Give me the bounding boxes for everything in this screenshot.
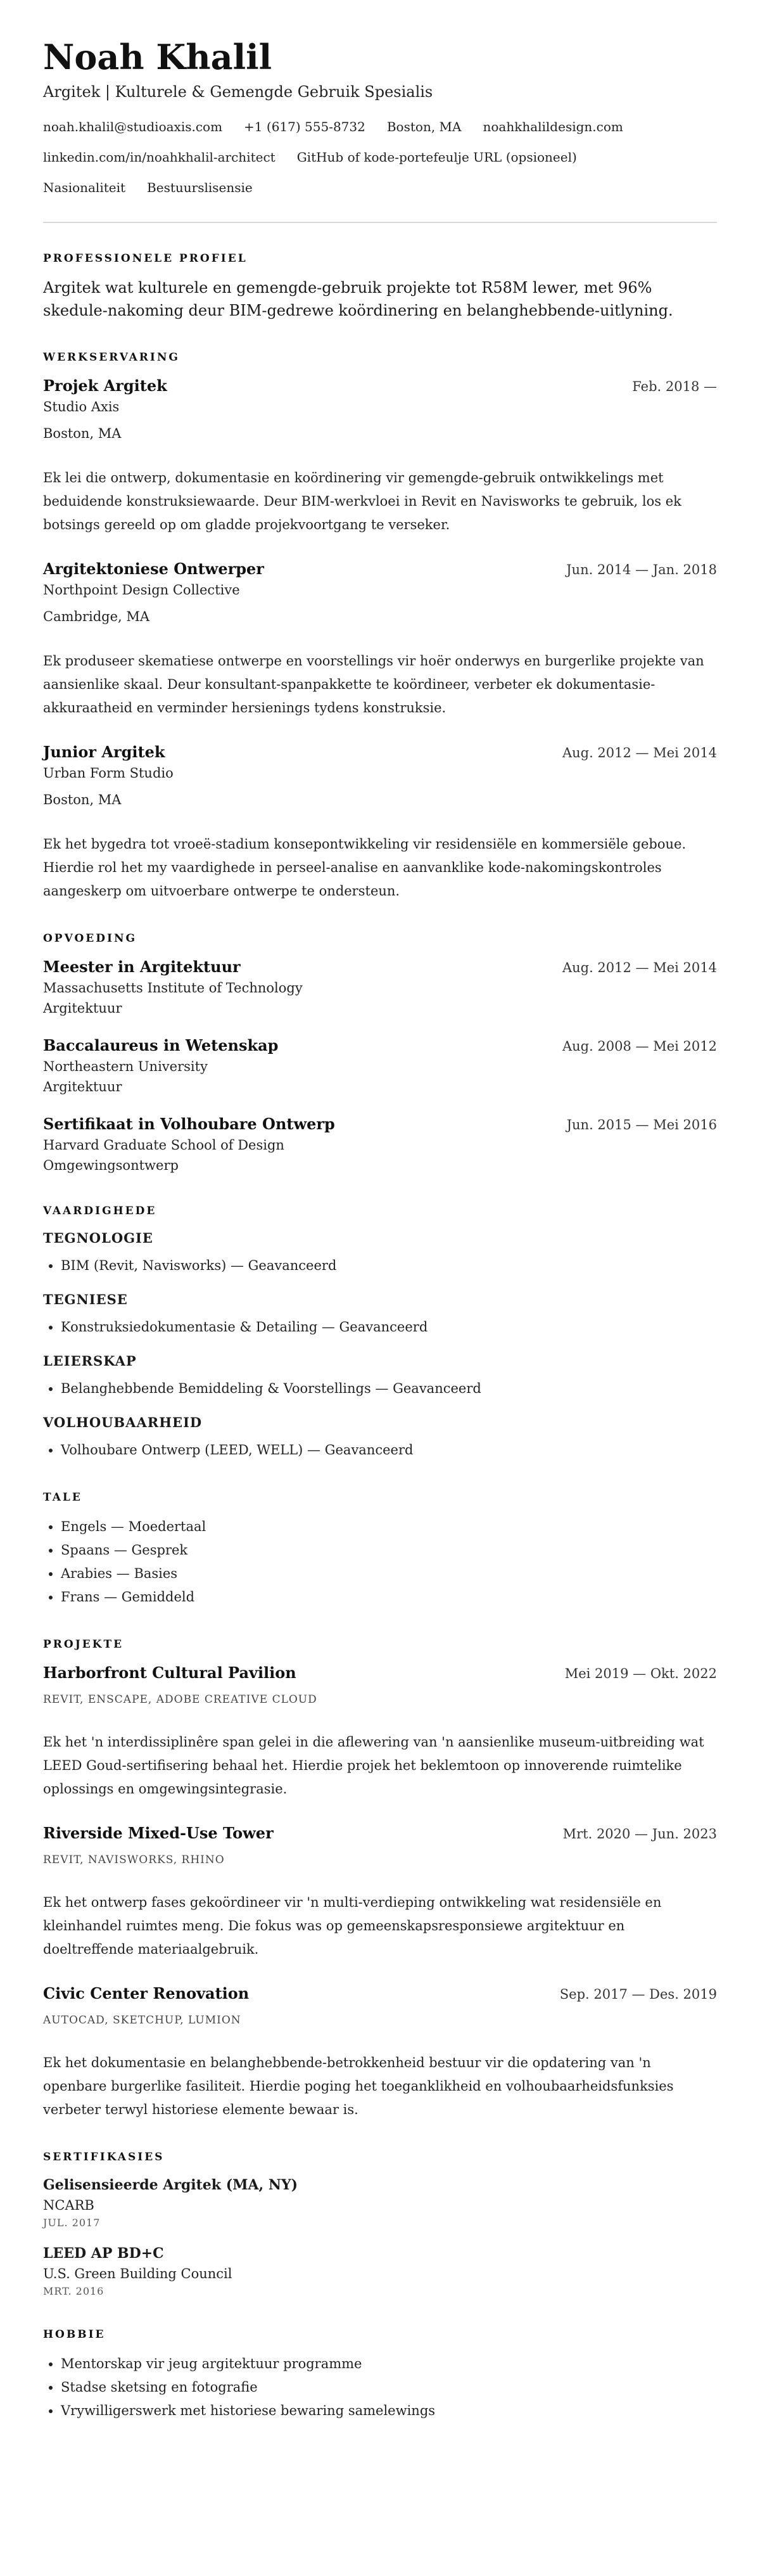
skill-list bbox=[43, 1439, 717, 1462]
field-of-study: Argitektuur bbox=[43, 1001, 122, 1016]
project-entry bbox=[43, 1823, 717, 1961]
project-tech: AUTOCAD, SKETCHUP, LUMION bbox=[43, 2014, 241, 2027]
candidate-title: Argitek | Kulturele & Gemengde Gebruik Spesialis bbox=[43, 83, 433, 101]
school-name: Northeastern University bbox=[43, 1059, 208, 1074]
project-entry bbox=[43, 1983, 717, 2122]
education-entry bbox=[43, 956, 717, 1018]
job-company: Urban Form Studio bbox=[43, 766, 174, 781]
certification-name: Gelisensieerde Argitek (MA, NY) bbox=[43, 2177, 298, 2193]
certifications-section bbox=[43, 2151, 717, 2299]
skill-list bbox=[43, 1316, 717, 1339]
job-title: Projek Argitek bbox=[43, 376, 167, 395]
project-date: Mei 2019 — Okt. 2022 bbox=[564, 1666, 717, 1681]
project-title: Harborfront Cultural Pavilion bbox=[43, 1663, 296, 1682]
job-company: Northpoint Design Collective bbox=[43, 582, 240, 598]
job-description: Ek lei die ontwerp, dokumentasie en koördinering vir gemengde-gebruik ontwikkelings met beduidende konstruksiewaarde. Deur BIM-werkvloei in Revit en Navisworks te gebruik, los ek botsings gereeld op om gladde projekvoortgang te verseker. bbox=[43, 470, 681, 532]
languages-heading: TALE bbox=[43, 1491, 82, 1504]
certification-entry bbox=[43, 2175, 717, 2231]
hobby-item: • Stadse sketsing en fotografie bbox=[61, 2376, 717, 2399]
language-list bbox=[43, 1515, 717, 1609]
hobby-item: • Mentorskap vir jeug argitektuur programme bbox=[61, 2352, 717, 2376]
contact-row-primary bbox=[43, 118, 717, 136]
skill-category: TEGNIESE bbox=[43, 1291, 128, 1307]
project-tech: REVIT, ENSCAPE, ADOBE CREATIVE CLOUD bbox=[43, 1693, 317, 1706]
skill-list bbox=[43, 1377, 717, 1400]
profile-section bbox=[43, 252, 717, 322]
job-location: Cambridge, MA bbox=[43, 609, 150, 624]
skills-section bbox=[43, 1205, 717, 1462]
skill-item: • Belanghebbende Bemiddeling & Voorstellings — Geavanceerd bbox=[61, 1377, 717, 1400]
website-link[interactable]: noahkhalildesign.com bbox=[483, 119, 623, 134]
education-entry bbox=[43, 1113, 717, 1176]
profile-summary: Argitek wat kulturele en gemengde-gebruik projekte tot R58M lewer, met 96% skedule-nakoming deur BIM-gedrewe koördinering en belanghebbende-uitlyning. bbox=[43, 279, 673, 319]
project-title: Civic Center Renovation bbox=[43, 1984, 250, 2002]
phone-number: +1 (617) 555-8732 bbox=[244, 119, 365, 134]
degree-date: Aug. 2012 — Mei 2014 bbox=[562, 960, 717, 975]
job-title: Junior Argitek bbox=[43, 743, 165, 761]
skill-item: • BIM (Revit, Navisworks) — Geavanceerd bbox=[61, 1254, 717, 1278]
job-date: Feb. 2018 — bbox=[632, 379, 717, 394]
language-item: • Engels — Moedertaal bbox=[61, 1515, 717, 1539]
job-company: Studio Axis bbox=[43, 399, 120, 414]
project-description: Ek het 'n interdissiplinêre span gelei in die aflewering van 'n aansienlike museum-uitbreiding wat LEED Goud-sertifisering behaal het. Hierdie projek het beklemtoon op innoverende ruimtelike oplossings en omgewingsintegrasie. bbox=[43, 1734, 704, 1797]
project-title: Riverside Mixed-Use Tower bbox=[43, 1824, 274, 1842]
hobby-item: • Vrywilligerswerk met historiese bewaring samelewings bbox=[61, 2399, 717, 2423]
license-text: Bestuurslisensie bbox=[147, 180, 253, 195]
profile-heading: PROFESSIONELE PROFIEL bbox=[43, 252, 248, 265]
language-item: • Arabies — Basies bbox=[61, 1562, 717, 1586]
education-entry bbox=[43, 1035, 717, 1097]
job-date: Jun. 2014 — Jan. 2018 bbox=[566, 562, 717, 577]
certification-date: MRT. 2016 bbox=[43, 2285, 104, 2297]
hobbies-heading: HOBBIE bbox=[43, 2328, 106, 2341]
job-location: Boston, MA bbox=[43, 792, 122, 807]
job-description: Ek produseer skematiese ontwerpe en voorstellings vir hoër onderwys en burgerlike projekte van aansienlike skaal. Deur konsultant-spanpakkette te koördineer, verbeter ek dokumentasie-akkuraatheid en verminder hersienings tydens konstruksie. bbox=[43, 653, 704, 715]
field-of-study: Argitektuur bbox=[43, 1079, 122, 1094]
degree-date: Jun. 2015 — Mei 2016 bbox=[566, 1117, 717, 1132]
hobbies-section bbox=[43, 2328, 717, 2423]
job-description: Ek het bygedra tot vroeë-stadium konsepontwikkeling vir residensiële en kommersiële geboue. Hierdie rol het my vaardighede in perseel-analise en aanvanklike kode-nakomingskontroles aangeskerp om uitvoerbare ontwerpe te ondersteun. bbox=[43, 836, 687, 899]
skill-list bbox=[43, 1254, 717, 1278]
project-entry bbox=[43, 1662, 717, 1801]
certifications-heading: SERTIFIKASIES bbox=[43, 2151, 165, 2163]
language-item: • Frans — Gemiddeld bbox=[61, 1586, 717, 1609]
skill-category: VOLHOUBAARHEID bbox=[43, 1414, 203, 1430]
job-title: Argitektoniese Ontwerper bbox=[43, 560, 264, 578]
experience-entry bbox=[43, 558, 717, 720]
contact-row-tertiary bbox=[43, 179, 717, 196]
job-date: Aug. 2012 — Mei 2014 bbox=[562, 745, 717, 760]
certification-name: LEED AP BD+C bbox=[43, 2245, 164, 2262]
skills-heading: VAARDIGHEDE bbox=[43, 1205, 157, 1217]
candidate-name: Noah Khalil bbox=[43, 37, 272, 77]
language-item: • Spaans — Gesprek bbox=[61, 1539, 717, 1562]
nationality-text: Nasionaliteit bbox=[43, 180, 126, 195]
degree-date: Aug. 2008 — Mei 2012 bbox=[562, 1039, 717, 1054]
email-link[interactable]: noah.khalil@studioaxis.com bbox=[43, 119, 223, 134]
projects-section bbox=[43, 1638, 717, 2122]
project-tech: REVIT, NAVISWORKS, RHINO bbox=[43, 1854, 225, 1866]
project-description: Ek het ontwerp fases gekoördineer vir 'n multi-verdieping ontwikkeling wat residensiële en kleinhandel ruimtes meng. Die fokus was op gemeenskapsresponsiewe argitektuur en doeltreffende materiaalgebruik. bbox=[43, 1895, 662, 1957]
certification-entry bbox=[43, 2243, 717, 2299]
skill-category: TEGNOLOGIE bbox=[43, 1230, 153, 1246]
resume-header bbox=[43, 37, 717, 196]
certification-org: NCARB bbox=[43, 2198, 94, 2213]
project-description: Ek het dokumentasie en belanghebbende-betrokkenheid bestuur vir die opdatering van 'n openbare burgerlike fasiliteit. Hierdie poging het toeganklikheid en volhoubaarheidsfunksies verbeter terwyl historiese elemente bewaar is. bbox=[43, 2055, 674, 2117]
experience-heading: WERKSERVARING bbox=[43, 351, 180, 364]
project-date: Mrt. 2020 — Jun. 2023 bbox=[562, 1826, 717, 1842]
field-of-study: Omgewingsontwerp bbox=[43, 1158, 179, 1173]
skill-item: • Volhoubare Ontwerp (LEED, WELL) — Geavanceerd bbox=[61, 1439, 717, 1462]
projects-heading: PROJEKTE bbox=[43, 1638, 124, 1651]
skill-category: LEIERSKAP bbox=[43, 1353, 137, 1369]
education-heading: OPVOEDING bbox=[43, 932, 137, 945]
location-text: Boston, MA bbox=[386, 119, 462, 134]
header-divider bbox=[43, 222, 717, 223]
education-section bbox=[43, 932, 717, 1176]
linkedin-link[interactable]: linkedin.com/in/noahkhalil-architect bbox=[43, 150, 276, 165]
experience-section bbox=[43, 351, 717, 903]
contact-row-secondary bbox=[43, 148, 717, 166]
school-name: Harvard Graduate School of Design bbox=[43, 1137, 284, 1153]
experience-entry bbox=[43, 741, 717, 903]
skill-item: • Konstruksiedokumentasie & Detailing — Geavanceerd bbox=[61, 1316, 717, 1339]
languages-section bbox=[43, 1491, 717, 1609]
certification-date: JUL. 2017 bbox=[43, 2217, 101, 2229]
job-location: Boston, MA bbox=[43, 426, 122, 441]
certification-org: U.S. Green Building Council bbox=[43, 2266, 232, 2281]
experience-entry bbox=[43, 375, 717, 537]
degree-title: Meester in Argitektuur bbox=[43, 958, 241, 976]
degree-title: Baccalaureus in Wetenskap bbox=[43, 1036, 279, 1054]
hobby-list bbox=[43, 2352, 717, 2423]
school-name: Massachusetts Institute of Technology bbox=[43, 980, 303, 996]
project-date: Sep. 2017 — Des. 2019 bbox=[559, 1987, 717, 2002]
github-link[interactable]: GitHub of kode-portefeulje URL (opsioneel) bbox=[296, 150, 577, 165]
degree-title: Sertifikaat in Volhoubare Ontwerp bbox=[43, 1115, 335, 1133]
